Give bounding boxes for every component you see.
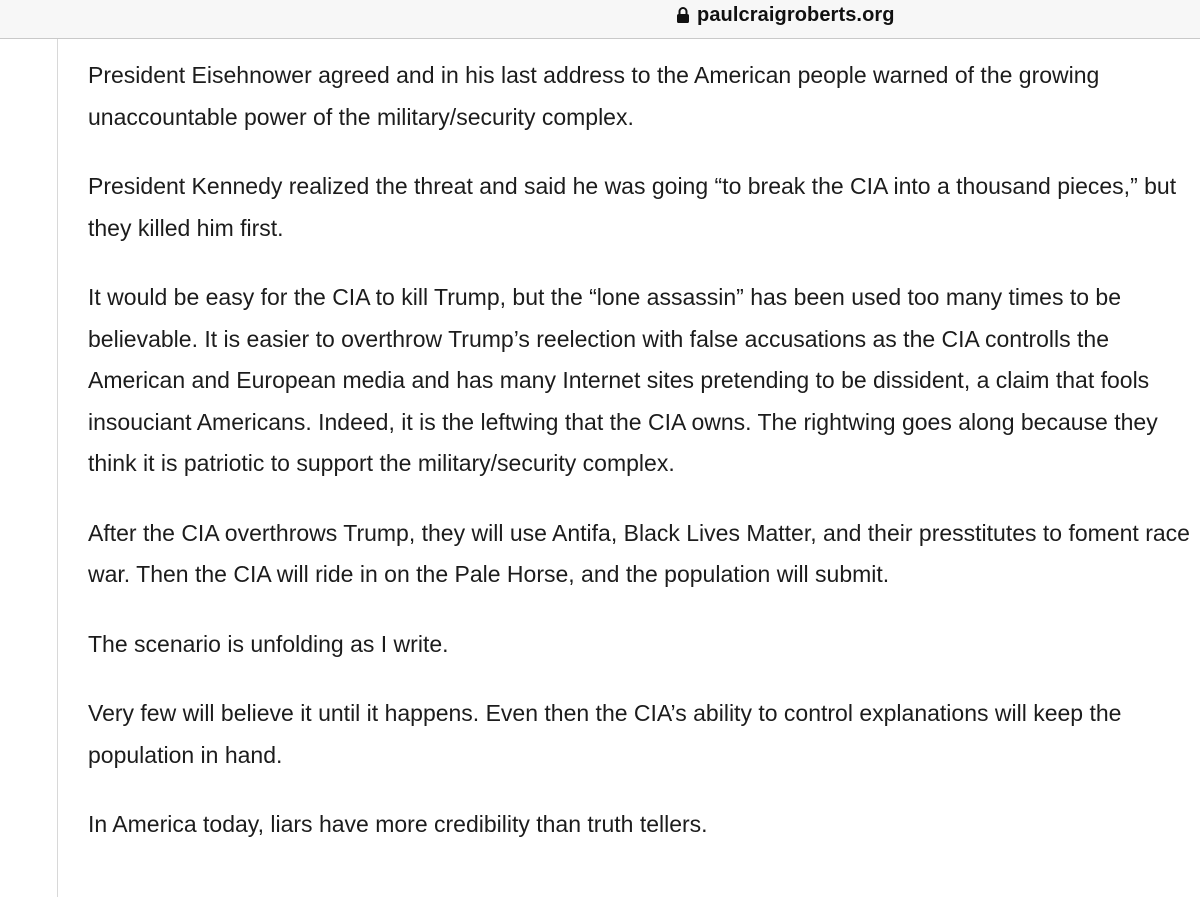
paragraph: In America today, liars have more credibility than truth tellers.: [88, 811, 708, 837]
paragraph: The scenario is unfolding as I write.: [88, 630, 449, 657]
paragraph: After the CIA overthrows Trump, they will use Antifa, Black Lives Matter, and their presstitutes to foment race war. Then the CIA will ride in on the Pale Horse, and the population will submit.: [88, 519, 1190, 587]
paragraph: President Eisehnower agreed and in his last address to the American people warned of the growing unaccountable power of the military/security complex.: [88, 62, 1100, 130]
paragraph: Very few will believe it until it happens. Even then the CIA’s ability to control explanations will keep the population in hand.: [88, 700, 1122, 768]
page-content: [57, 39, 1200, 897]
paragraph: It would be easy for the CIA to kill Trump, but the “lone assassin” has been used too many times to be believable. It is easier to overthrow Trump’s reelection with false accusations as the CIA controlls the American and European media and has many Internet sites pretending to be dissident, a claim that fools insouciant Americans. Indeed, it is the leftwing that the CIA owns. The rightwing goes along because they think it is patriotic to support the military/security complex.: [88, 284, 1158, 476]
url-display[interactable]: [676, 3, 895, 27]
article-body: [88, 55, 1200, 874]
address-bar[interactable]: [0, 0, 1200, 39]
lock-icon: [676, 6, 690, 24]
paragraph: President Kennedy realized the threat and said he was going “to break the CIA into a thousand pieces,” but they killed him first.: [88, 173, 1177, 241]
url-text: paulcraigroberts.org: [697, 3, 895, 26]
